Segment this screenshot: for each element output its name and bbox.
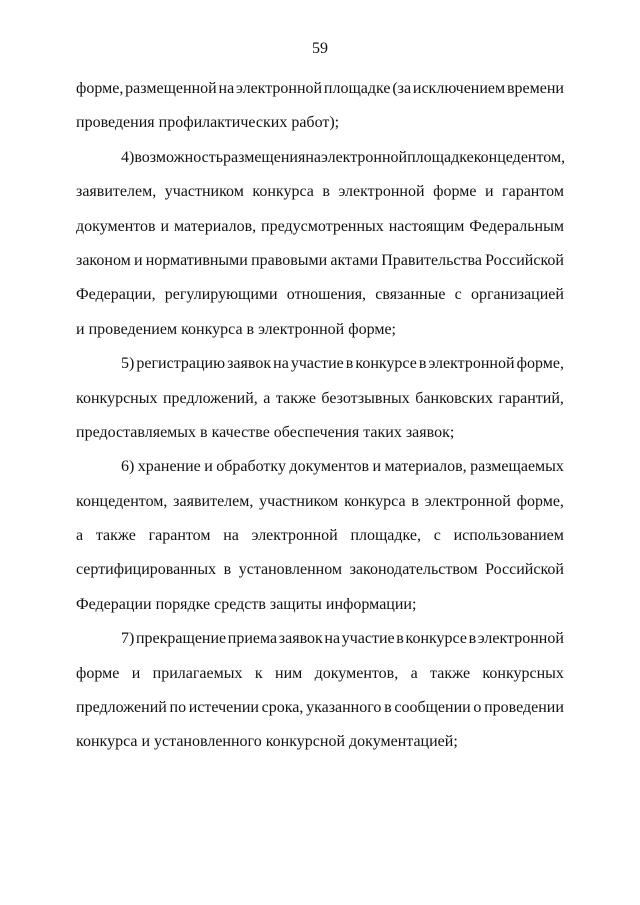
text-line bbox=[76, 519, 564, 553]
word: проведении bbox=[484, 699, 564, 717]
text-line bbox=[76, 244, 564, 278]
word: документов bbox=[289, 458, 370, 476]
text-line bbox=[76, 691, 564, 725]
word: и bbox=[133, 251, 143, 269]
word: в bbox=[345, 355, 354, 373]
text-line: Федерации порядке средств защиты информации; bbox=[76, 595, 417, 613]
word: 7) bbox=[121, 630, 135, 648]
word: о bbox=[473, 699, 482, 717]
page-number: 59 bbox=[312, 40, 328, 57]
word: электронной bbox=[236, 80, 323, 97]
text-line bbox=[76, 657, 564, 691]
word: участие bbox=[290, 355, 344, 373]
word: а bbox=[410, 664, 418, 682]
word: в bbox=[322, 183, 330, 201]
word: с bbox=[454, 286, 462, 304]
word: Российской bbox=[485, 251, 564, 269]
word: площадке, bbox=[350, 527, 422, 545]
word: законом bbox=[76, 251, 131, 269]
word: связанные bbox=[375, 286, 446, 304]
word: форме bbox=[76, 664, 120, 682]
word: конкурсе bbox=[405, 630, 467, 648]
word: предложений bbox=[76, 699, 167, 717]
word: заявок bbox=[227, 355, 272, 373]
word: Федеральным bbox=[469, 217, 564, 235]
word: площадке bbox=[323, 80, 391, 97]
word: на bbox=[305, 148, 321, 166]
word: участником bbox=[164, 183, 244, 201]
word: электронной bbox=[321, 148, 408, 166]
word: электронной bbox=[338, 183, 425, 201]
word: исключением bbox=[412, 80, 506, 97]
word: нормативными bbox=[145, 251, 248, 269]
word: прекращение bbox=[135, 630, 227, 648]
word: хранение bbox=[137, 458, 201, 476]
word: конкурсных bbox=[76, 389, 158, 407]
word: безотзывных bbox=[321, 389, 410, 407]
text-line: проведения профилактических работ); bbox=[76, 114, 340, 132]
word: обработку bbox=[216, 458, 286, 476]
word: также bbox=[95, 527, 136, 545]
word: на bbox=[273, 355, 289, 373]
word: конкурсе bbox=[355, 355, 417, 373]
word: документов bbox=[76, 217, 156, 235]
word: концедентом, bbox=[473, 148, 566, 166]
paragraph-continuation bbox=[76, 72, 564, 141]
word: приема bbox=[227, 630, 278, 648]
text-line bbox=[76, 278, 564, 312]
word: к bbox=[254, 664, 263, 682]
word: в bbox=[418, 355, 427, 373]
paragraph-item-7 bbox=[76, 622, 564, 760]
word: использованием bbox=[453, 527, 564, 545]
word: 4) bbox=[121, 148, 135, 166]
text-line bbox=[76, 175, 564, 209]
word: участие bbox=[341, 630, 395, 648]
word: сообщении bbox=[394, 699, 471, 717]
word: сертифицированных bbox=[76, 561, 217, 579]
text-line bbox=[76, 450, 564, 484]
text-line bbox=[76, 72, 564, 106]
word: Федерации, bbox=[76, 286, 156, 304]
word: электронной bbox=[251, 527, 338, 545]
word: конкурсных bbox=[482, 664, 564, 682]
word: законодательством bbox=[349, 561, 478, 579]
word: срока, bbox=[261, 699, 304, 717]
word: гарантом bbox=[502, 183, 564, 201]
word: форме, bbox=[76, 80, 124, 97]
word: и bbox=[160, 217, 170, 235]
word: в bbox=[468, 630, 477, 648]
word: в bbox=[223, 561, 232, 579]
word: площадке bbox=[407, 148, 474, 166]
word: организацией bbox=[470, 286, 564, 304]
word: конкурса bbox=[344, 492, 406, 510]
word: времени bbox=[506, 80, 564, 97]
word: заявителем, bbox=[76, 183, 157, 201]
word: настоящим bbox=[388, 217, 465, 235]
word: на bbox=[324, 630, 341, 648]
text-line bbox=[76, 622, 564, 656]
paragraph-item-5 bbox=[76, 347, 564, 450]
document-body bbox=[76, 72, 564, 760]
word: отношения, bbox=[286, 286, 367, 304]
word: материалов, bbox=[173, 217, 257, 235]
word: предусмотренных bbox=[261, 217, 384, 235]
word: заявителем, bbox=[173, 492, 254, 510]
word: материалов, bbox=[384, 458, 467, 476]
word: (за bbox=[392, 80, 412, 97]
paragraph-item-4 bbox=[76, 141, 564, 347]
text-line: предоставляемых в качестве обеспечения таких заявок; bbox=[76, 423, 455, 441]
word: истечении bbox=[188, 699, 259, 717]
text-line bbox=[76, 382, 564, 416]
word: в bbox=[396, 630, 404, 648]
word: актами bbox=[330, 251, 379, 269]
word: на bbox=[223, 527, 239, 545]
word: размещенной bbox=[125, 80, 217, 97]
word: электронной bbox=[428, 355, 515, 373]
word: размещения bbox=[223, 148, 306, 166]
word: размещаемых bbox=[470, 458, 564, 476]
word: гарантом bbox=[148, 527, 211, 545]
text-line bbox=[76, 485, 564, 519]
word: 5) bbox=[121, 355, 135, 373]
word: Правительства bbox=[381, 251, 482, 269]
word: прилагаемых bbox=[152, 664, 243, 682]
word: с bbox=[433, 527, 441, 545]
word: и bbox=[204, 458, 213, 476]
word: и bbox=[484, 183, 494, 201]
word: предложений, bbox=[162, 389, 258, 407]
word: банковских bbox=[415, 389, 493, 407]
text-line bbox=[76, 347, 564, 381]
word: указанного bbox=[306, 699, 382, 717]
word: форме, bbox=[516, 355, 564, 373]
word: Российской bbox=[485, 561, 564, 579]
word: конкурса bbox=[252, 183, 314, 201]
word: электронной bbox=[477, 630, 564, 648]
word: и bbox=[372, 458, 382, 476]
word: заявок bbox=[278, 630, 323, 648]
word: и bbox=[131, 664, 141, 682]
word: в bbox=[411, 492, 419, 510]
text-line bbox=[76, 210, 564, 244]
word: регистрацию bbox=[136, 355, 226, 373]
word: на bbox=[218, 80, 235, 97]
word: документов, bbox=[314, 664, 399, 682]
word: форме, bbox=[516, 492, 564, 510]
text-line: и проведением конкурса в электронной форме; bbox=[76, 320, 396, 338]
word: концедентом, bbox=[76, 492, 168, 510]
word: возможность bbox=[134, 148, 223, 166]
text-line bbox=[76, 553, 564, 587]
word: электронной bbox=[424, 492, 511, 510]
word: а bbox=[263, 389, 271, 407]
text-line: конкурса и установленного конкурсной документацией; bbox=[76, 733, 458, 751]
word: участником bbox=[259, 492, 339, 510]
word: форме bbox=[433, 183, 477, 201]
word: регулирующими bbox=[164, 286, 278, 304]
word: также bbox=[275, 389, 316, 407]
word: правовыми bbox=[251, 251, 328, 269]
word: ним bbox=[275, 664, 303, 682]
word: а bbox=[76, 527, 84, 545]
word: установленном bbox=[238, 561, 343, 579]
text-line bbox=[76, 141, 564, 175]
word: гарантий, bbox=[498, 389, 564, 407]
word: также bbox=[430, 664, 471, 682]
word: 6) bbox=[121, 458, 135, 476]
paragraph-item-6 bbox=[76, 450, 564, 622]
word: по bbox=[169, 699, 187, 717]
word: в bbox=[384, 699, 392, 717]
